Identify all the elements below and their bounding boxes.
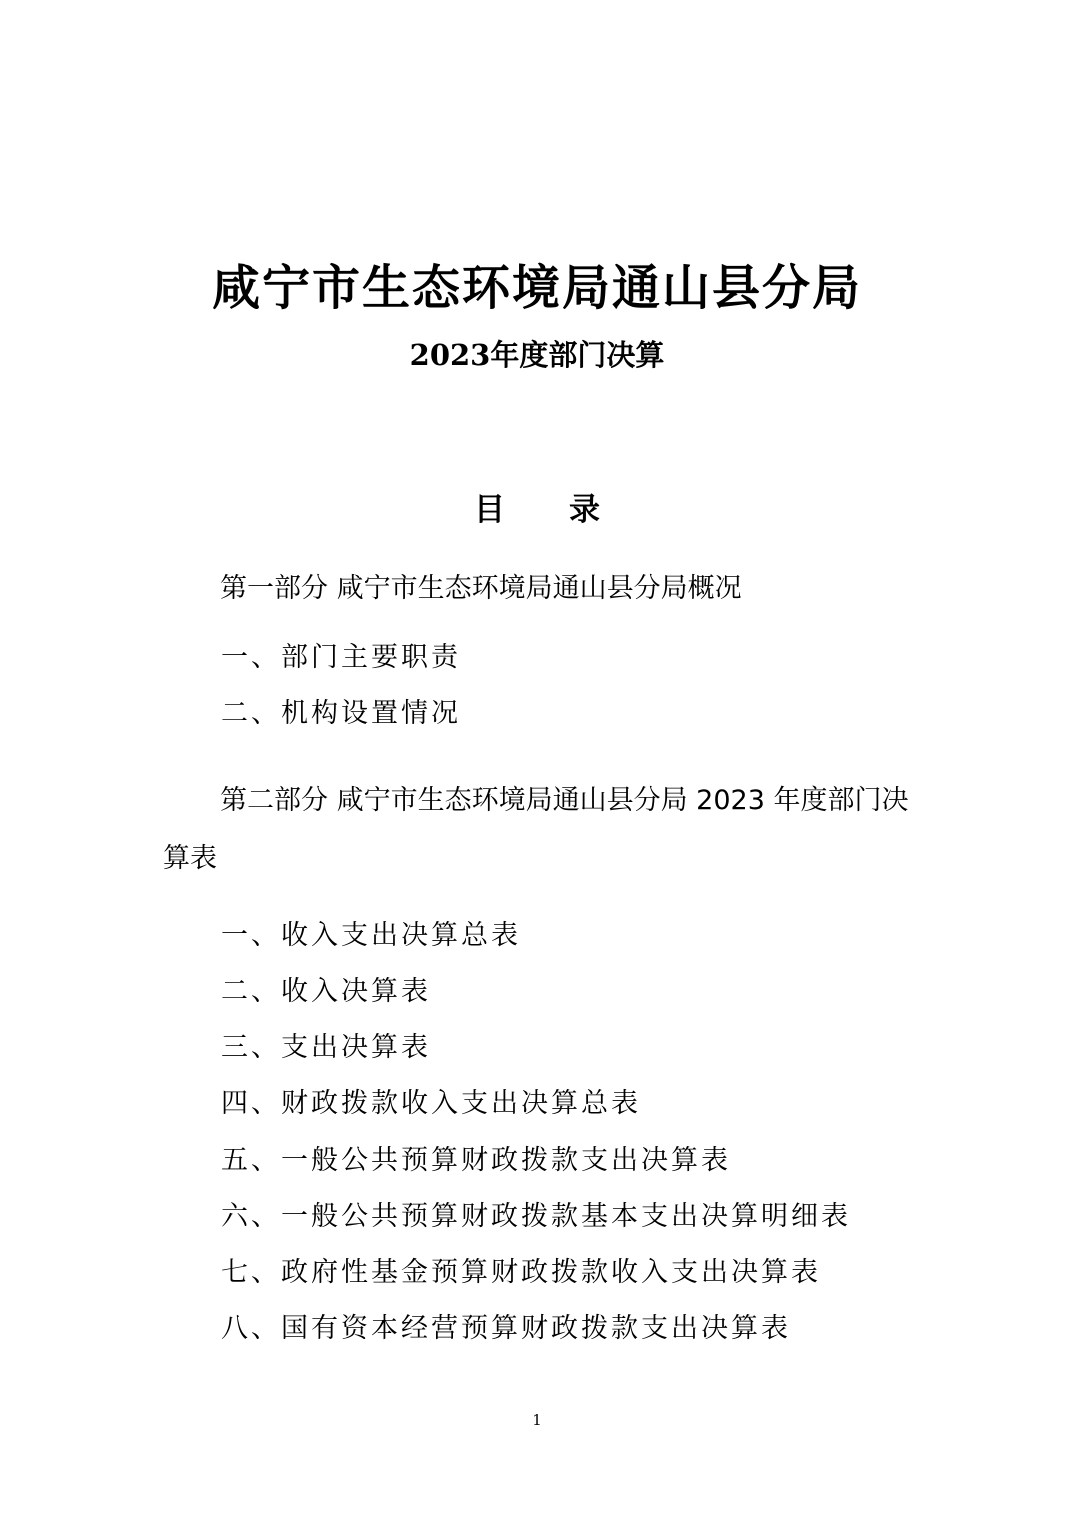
- part2-item: 五、一般公共预算财政拨款支出决算表: [221, 1145, 731, 1176]
- part1-item: 二、机构设置情况: [221, 698, 461, 729]
- part2-item: 八、国有资本经营预算财政拨款支出决算表: [221, 1313, 791, 1344]
- part2-item: 二、收入决算表: [221, 976, 431, 1007]
- toc-heading: [0, 488, 1074, 532]
- page-number: 1: [532, 1411, 542, 1429]
- document-title: 咸宁市生态环境局通山县分局: [211, 260, 862, 316]
- part2-item: 四、财政拨款收入支出决算总表: [221, 1088, 641, 1119]
- part2-item: 七、政府性基金预算财政拨款收入支出决算表: [221, 1257, 821, 1288]
- part2-item: 三、支出决算表: [221, 1032, 431, 1063]
- part2-item: 六、一般公共预算财政拨款基本支出决算明细表: [221, 1201, 851, 1232]
- part2-title: 第二部分 咸宁市生态环境局通山县分局 2023 年度部门决算表: [163, 785, 909, 874]
- part1-title: 第一部分 咸宁市生态环境局通山县分局概况: [220, 573, 742, 604]
- document-subtitle: 2023年度部门决算: [409, 338, 665, 372]
- toc-heading-left: 目: [474, 492, 505, 528]
- part1-item: 一、部门主要职责: [221, 642, 461, 673]
- part2-item: 一、收入支出决算总表: [221, 920, 521, 951]
- toc-heading-right: 录: [569, 492, 600, 528]
